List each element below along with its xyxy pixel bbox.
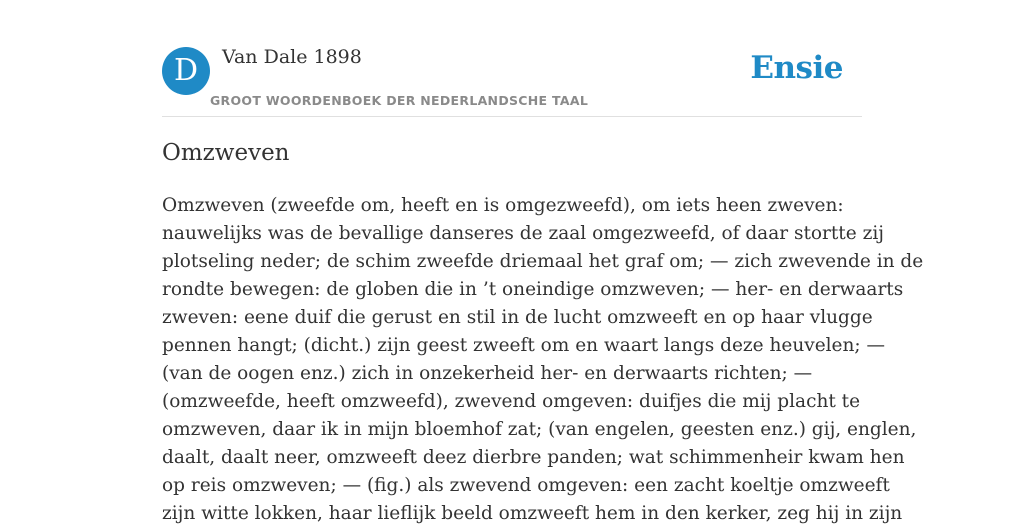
source-avatar[interactable]: D (162, 47, 210, 95)
entry-definition (162, 192, 924, 528)
dictionary-header (162, 46, 862, 117)
brand-logo[interactable]: Ensie (750, 50, 843, 86)
source-subtitle: GROOT WOORDENBOEK DER NEDERLANDSCHE TAAL (210, 93, 589, 108)
definition-line: omzweven, daar ik in mijn bloemhof zat; (van engelen, geesten enz.) gij, englen, (162, 419, 917, 440)
definition-line: nauwelijks was de bevallige danseres de zaal omgezweefd, of daar stortte zij (162, 223, 884, 244)
source-title[interactable]: Van Dale 1898 (222, 46, 362, 68)
definition-line: (omzweefde, heeft omzweefd), zwevend omgeven: duifjes die mij placht te (162, 391, 861, 412)
definition-line: rondte bewegen: de globen die in ’t oneindige omzweven; — her- en derwaarts (162, 279, 904, 300)
definition-line: pennen hangt; (dicht.) zijn geest zweeft om en waart langs deze heuvelen; — (162, 335, 886, 356)
definition-line: daalt, daalt neer, omzweeft deez dierbre panden; wat schimmenheir kwam hen (162, 447, 905, 468)
definition-line: zijn witte lokken, haar lieflijk beeld omzweeft hem in den kerker, zeg hij in zijn (162, 503, 903, 524)
entry-title: Omzweven (162, 140, 290, 166)
definition-line: Omzweven (zweefde om, heeft en is omgezweefd), om iets heen zweven: (162, 195, 844, 216)
definition-line: plotseling neder; de schim zweefde driemaal het graf om; — zich zwevende in de (162, 251, 924, 272)
definition-line: zweven: eene duif die gerust en stil in de lucht omzweeft en op haar vlugge (162, 307, 873, 328)
definition-line: (van de oogen enz.) zich in onzekerheid her- en derwaarts richten; — (162, 363, 813, 384)
definition-line: op reis omzweven; — (fig.) als zwevend omgeven: een zacht koeltje omzweeft (162, 475, 890, 496)
